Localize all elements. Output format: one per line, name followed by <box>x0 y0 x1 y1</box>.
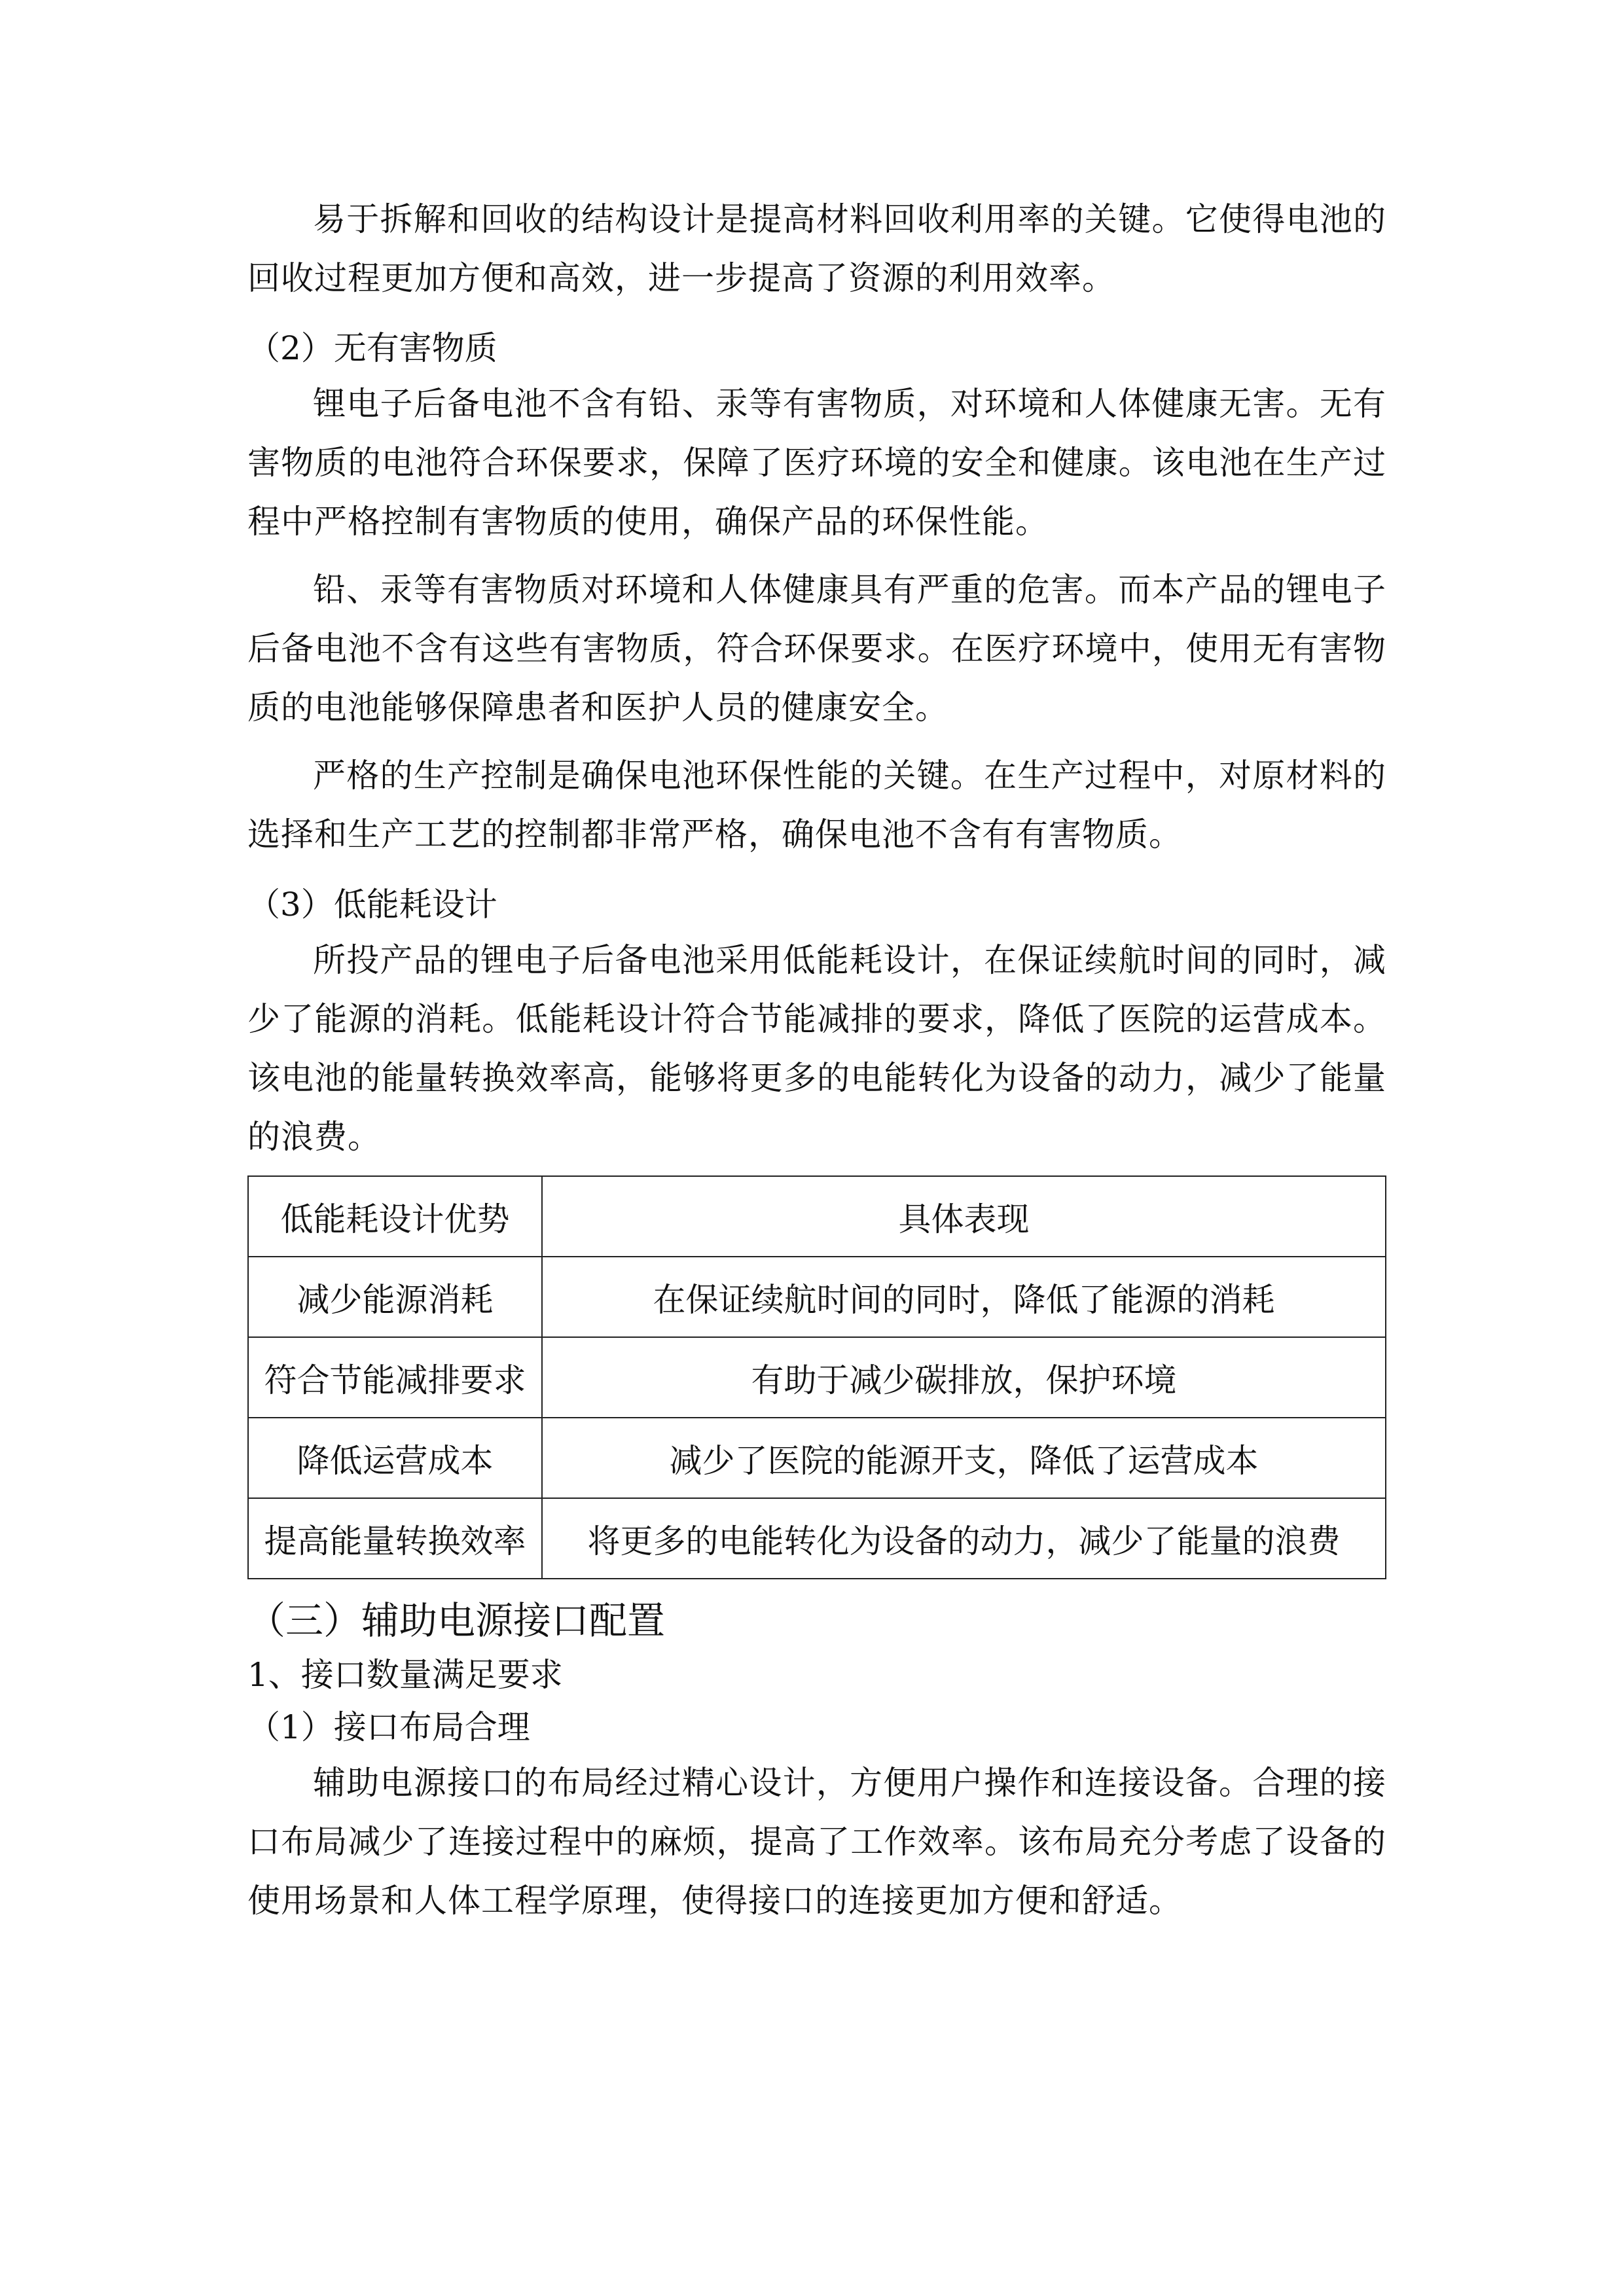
table-cell: 在保证续航时间的同时，降低了能源的消耗 <box>542 1257 1386 1337</box>
table-header-performance: 具体表现 <box>542 1176 1386 1257</box>
table-header-row <box>248 1176 1386 1257</box>
section-heading-low-energy-design: （3）低能耗设计 <box>247 886 497 924</box>
low-energy-advantages-table <box>247 1175 1386 1579</box>
table-cell: 减少能源消耗 <box>248 1257 542 1337</box>
table-row <box>248 1498 1386 1579</box>
table-cell: 有助于减少碳排放，保护环境 <box>542 1337 1386 1418</box>
subheading-interface-count: 1、接口数量满足要求 <box>247 1656 563 1694</box>
paragraph-interface-layout: 辅助电源接口的布局经过精心设计，方便用户操作和连接设备。合理的接口布局减少了连接过程中的麻烦，提高了工作效率。该布局充分考虑了设备的使用场景和人体工程学原理，使得接口的连接更加方便和舒适。 <box>247 1764 1386 1920</box>
paragraph-no-harmful-1: 锂电子后备电池不含有铅、汞等有害物质，对环境和人体健康无害。无有害物质的电池符合环保要求，保障了医疗环境的安全和健康。该电池在生产过程中严格控制有害物质的使用，确保产品的环保性能。 <box>247 385 1386 541</box>
paragraph-no-harmful-2: 铅、汞等有害物质对环境和人体健康具有严重的危害。而本产品的锂电子后备电池不含有这些有害物质，符合环保要求。在医疗环境中，使用无有害物质的电池能够保障患者和医护人员的健康安全。 <box>247 571 1386 726</box>
part-heading-aux-power-interface: （三）辅助电源接口配置 <box>247 1598 666 1643</box>
table-row <box>248 1257 1386 1337</box>
table-cell: 减少了医院的能源开支，降低了运营成本 <box>542 1418 1386 1498</box>
paragraph-no-harmful-3: 严格的生产控制是确保电池环保性能的关键。在生产过程中，对原材料的选择和生产工艺的控制都非常严格，确保电池不含有有害物质。 <box>247 757 1386 853</box>
intro-paragraph: 易于拆解和回收的结构设计是提高材料回收利用率的关键。它使得电池的回收过程更加方便和高效，进一步提高了资源的利用效率。 <box>247 200 1386 297</box>
table-row <box>248 1418 1386 1498</box>
table-row <box>248 1337 1386 1418</box>
table-cell: 将更多的电能转化为设备的动力，减少了能量的浪费 <box>542 1498 1386 1579</box>
table-cell: 符合节能减排要求 <box>248 1337 542 1418</box>
table-cell: 降低运营成本 <box>248 1418 542 1498</box>
item-heading-interface-layout: （1）接口布局合理 <box>247 1708 530 1746</box>
paragraph-low-energy: 所投产品的锂电子后备电池采用低能耗设计，在保证续航时间的同时，减少了能源的消耗。低能耗设计符合节能减排的要求，降低了医院的运营成本。该电池的能量转换效率高，能够将更多的电能转化为设备的动力，减少了能量的浪费。 <box>247 941 1386 1156</box>
table-header-advantage: 低能耗设计优势 <box>248 1176 542 1257</box>
document-page <box>247 190 1386 1930</box>
section-heading-no-harmful-substances: （2）无有害物质 <box>247 329 497 367</box>
table-cell: 提高能量转换效率 <box>248 1498 542 1579</box>
